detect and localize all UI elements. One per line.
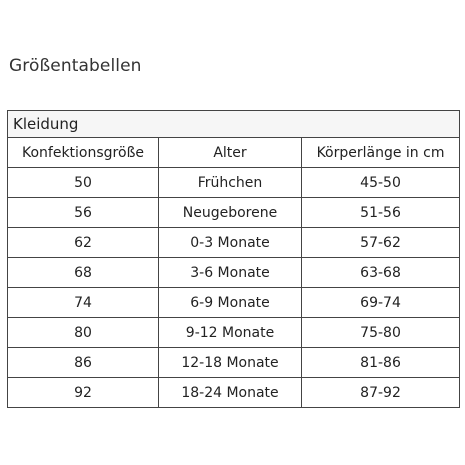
cell-length: 51-56 (302, 198, 460, 228)
cell-length: 69-74 (302, 288, 460, 318)
table-caption-row (8, 111, 460, 138)
table-row (8, 168, 460, 198)
cell-age: 3-6 Monate (159, 258, 302, 288)
cell-size: 56 (8, 198, 159, 228)
cell-size: 92 (8, 378, 159, 408)
cell-size: 68 (8, 258, 159, 288)
cell-length: 75-80 (302, 318, 460, 348)
cell-length: 87-92 (302, 378, 460, 408)
table-row (8, 288, 460, 318)
table-row (8, 378, 460, 408)
table-row (8, 318, 460, 348)
cell-size: 74 (8, 288, 159, 318)
cell-size: 80 (8, 318, 159, 348)
cell-age: Neugeborene (159, 198, 302, 228)
cell-age: 0-3 Monate (159, 228, 302, 258)
cell-length: 81-86 (302, 348, 460, 378)
table-header-row (8, 138, 460, 168)
cell-length: 63-68 (302, 258, 460, 288)
size-table (7, 110, 460, 408)
cell-age: 6-9 Monate (159, 288, 302, 318)
cell-size: 50 (8, 168, 159, 198)
cell-age: 18-24 Monate (159, 378, 302, 408)
table-row (8, 228, 460, 258)
table-row (8, 198, 460, 228)
cell-age: 9-12 Monate (159, 318, 302, 348)
cell-length: 45-50 (302, 168, 460, 198)
column-header-age: Alter (159, 138, 302, 168)
cell-length: 57-62 (302, 228, 460, 258)
cell-age: Frühchen (159, 168, 302, 198)
table-row (8, 348, 460, 378)
table-caption: Kleidung (8, 111, 460, 138)
cell-size: 86 (8, 348, 159, 378)
cell-size: 62 (8, 228, 159, 258)
table-row (8, 258, 460, 288)
page-title: Größentabellen (9, 56, 142, 76)
column-header-size: Konfektionsgröße (8, 138, 159, 168)
cell-age: 12-18 Monate (159, 348, 302, 378)
column-header-length: Körperlänge in cm (302, 138, 460, 168)
